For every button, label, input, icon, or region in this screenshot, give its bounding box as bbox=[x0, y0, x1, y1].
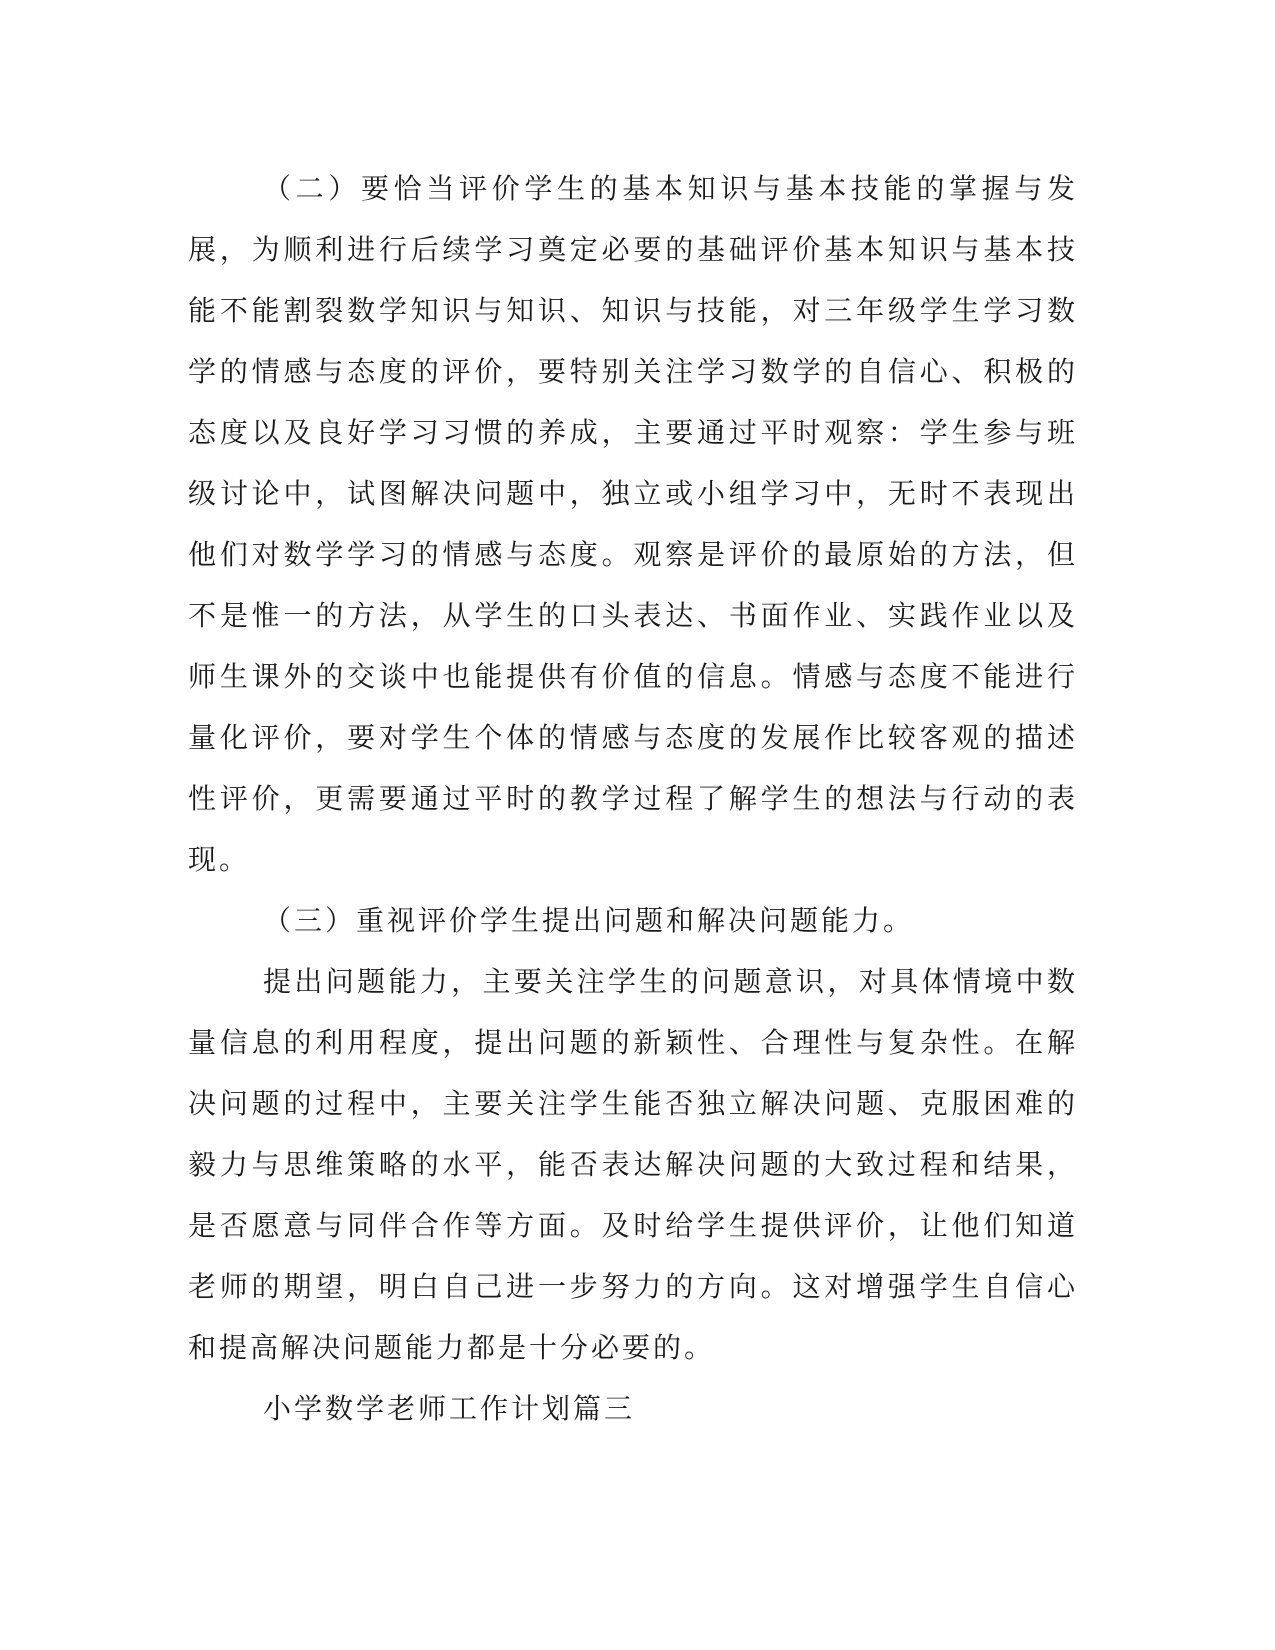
paragraph-evaluation-knowledge: （二）要恰当评价学生的基本知识与基本技能的掌握与发展，为顺利进行后续学习奠定必要的基础评价基本知识与基本技能不能割裂数学知识与知识、知识与技能，对三年级学生学习数学的情感与态度的评价，要特别关注学习数学的自信心、积极的态度以及良好学习习惯的养成，主要通过平时观察：学生参与班级讨论中，试图解决问题中，独立或小组学习中，无时不表现出他们对数学学习的情感与态度。观察是评价的最原始的方法，但不是惟一的方法，从学生的口头表达、书面作业、实践作业以及师生课外的交谈中也能提供有价值的信息。情感与态度不能进行量化评价，要对学生个体的情感与态度的发展作比较客观的描述性评价，更需要通过平时的教学过程了解学生的想法与行动的表现。 bbox=[188, 172, 1078, 876]
paragraph-plan-title: 小学数学老师工作计划篇三 bbox=[263, 1392, 636, 1425]
paragraph-section-three-heading: （三）重视评价学生提出问题和解决问题能力。 bbox=[263, 904, 915, 937]
paragraph-problem-solving: 提出问题能力，主要关注学生的问题意识，对具体情境中数量信息的利用程度，提出问题的新颖性、合理性与复杂性。在解决问题的过程中，主要关注学生能否独立解决问题、克服困难的毅力与思维策略的水平，能否表达解决问题的大致过程和结果，是否愿意与同伴合作等方面。及时给学生提供评价，让他们知道老师的期望，明白自己进一步努力的方向。这对增强学生自信心和提高解决问题能力都是十分必要的。 bbox=[188, 965, 1078, 1364]
document-body bbox=[188, 158, 1078, 1439]
